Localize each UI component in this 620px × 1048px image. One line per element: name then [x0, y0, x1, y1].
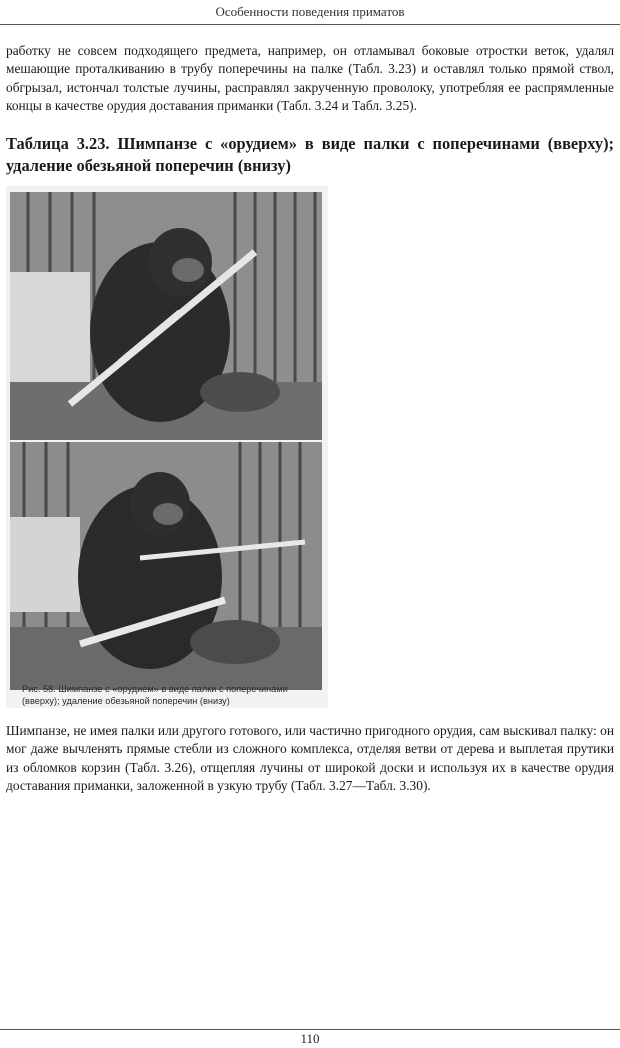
running-header: Особенности поведения приматов [215, 4, 405, 19]
photo-chimpanzee-removing-crossbars [10, 442, 322, 690]
body-paragraph-2: Шимпанзе, не имея палки или другого готового, или частично пригодного орудия, сам выскивал палку: он мог даже вычленять прямые стебли из сложного комплекса, отделяя ветви от дерева и выплетая прутики из обломков корзин (Табл. 3.26), отщепляя лучины от широкой доски и используя их в качестве орудия доставания приманки, заложенной в узкую трубу (Табл. 3.27—Табл. 3.30). [6, 723, 614, 794]
page-number: 110 [300, 1031, 320, 1046]
header-divider [0, 24, 620, 25]
body-paragraph-1: работку не совсем подходящего предмета, например, он отламывал боковые отростки веток, удалял мешающие проталкиванию в трубу поперечины на палке (Табл. 3.23) и оставлял только прямой ствол, обгрызал, истончал толстые лучины, расправлял закрученную проволоку, употребляя ее распрямленные концы в качестве орудия доставания приманки (Табл. 3.24 и Табл. 3.25). [6, 43, 614, 114]
figure-caption: Рис. 58. Шимпанзе с «орудием» в виде палки с поперечинами (вверху); удаление обезьяной поперечин (внизу) [22, 684, 288, 706]
table-title: Таблица 3.23. Шимпанзе с «орудием» в виде палки с поперечинами (вверху); удаление обезьяной поперечин (внизу) [6, 134, 614, 175]
figure [6, 186, 328, 708]
photo-chimpanzee-with-crossbar-stick [10, 192, 322, 440]
